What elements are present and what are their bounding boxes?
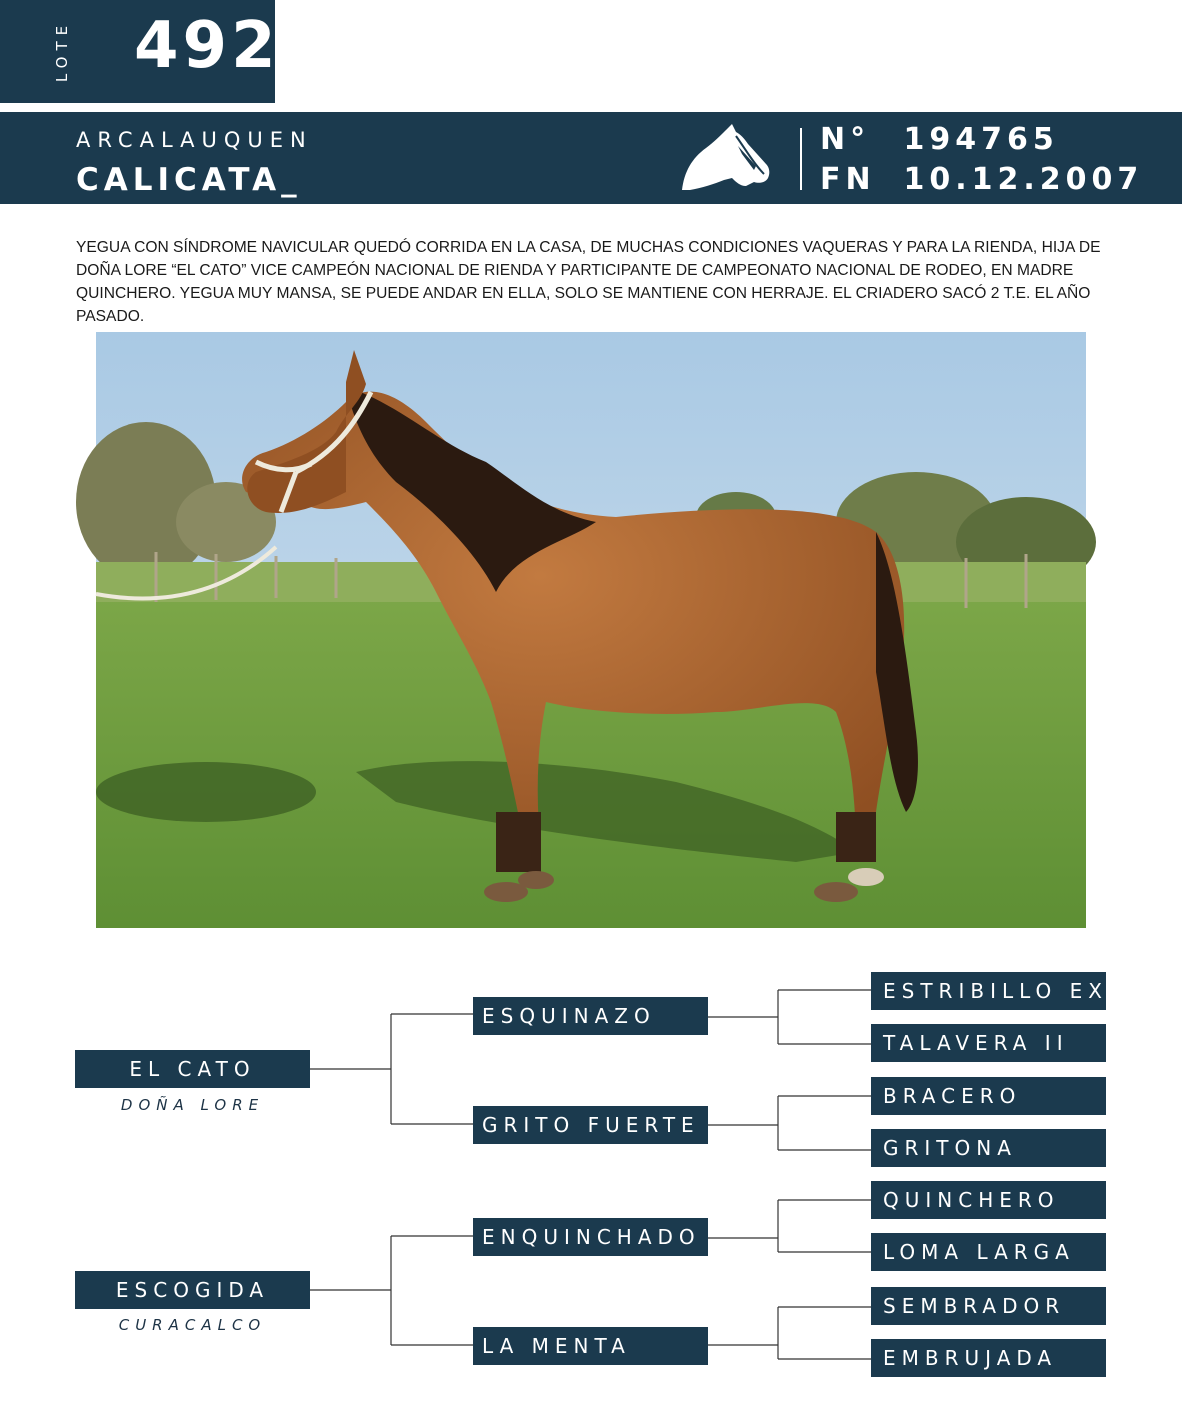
great-grandparent-box: ESTRIBILLO EX R xyxy=(871,972,1106,1010)
grandparent-box: ESQUINAZO xyxy=(473,997,708,1035)
lot-number: 492 xyxy=(134,9,280,83)
great-grandparent-box: EMBRUJADA xyxy=(871,1339,1106,1377)
great-grandparent-box: GRITONA xyxy=(871,1129,1106,1167)
horse-photo xyxy=(96,332,1086,928)
header-band xyxy=(0,112,1182,204)
registration-row xyxy=(820,122,1059,157)
horse-name: CALICATA_ xyxy=(76,162,302,198)
breeder-name: ARCALAUQUEN xyxy=(76,128,313,152)
sire-box: EL CATO xyxy=(75,1050,310,1088)
great-grandparent-box: BRACERO xyxy=(871,1077,1106,1115)
dam-box: ESCOGIDA xyxy=(75,1271,310,1309)
grandparent-box: ENQUINCHADO xyxy=(473,1218,708,1256)
birth-date-label: FN xyxy=(820,162,876,197)
horse-head-icon xyxy=(680,124,772,194)
great-grandparent-box: QUINCHERO xyxy=(871,1181,1106,1219)
header-divider xyxy=(800,128,802,190)
birth-date: 10.12.2007 xyxy=(903,162,1144,197)
great-grandparent-box: SEMBRADOR xyxy=(871,1287,1106,1325)
great-grandparent-box: LOMA LARGA xyxy=(871,1233,1106,1271)
dam-breeder: CURACALCO xyxy=(118,1316,267,1334)
lot-label: LOTE xyxy=(53,19,71,83)
great-grandparent-box: TALAVERA II xyxy=(871,1024,1106,1062)
birth-date-row xyxy=(820,162,1143,197)
grandparent-box: GRITO FUERTE xyxy=(473,1106,708,1144)
lot-badge xyxy=(0,0,280,103)
registration-label: N° xyxy=(820,122,871,157)
sire-breeder: DOÑA LORE xyxy=(120,1096,265,1114)
registration-number: 194765 xyxy=(903,122,1059,157)
description-text: YEGUA CON SÍNDROME NAVICULAR QUEDÓ CORRIDA EN LA CASA, DE MUCHAS CONDICIONES VAQUERAS Y PARA LA RIENDA, HIJA DE DOÑA LORE “EL CATO” VICE CAMPEÓN NACIONAL DE RIENDA Y PARTICIPANTE DE CAMPEONATO NACIONAL DE RODEO, EN MADRE QUINCHERO. YEGUA MUY MANSA, SE PUEDE ANDAR EN ELLA, SOLO SE MANTIENE CON HERRAJE. EL CRIADERO SACÓ 2 T.E. EL AÑO PASADO. xyxy=(76,239,1101,325)
grandparent-box: LA MENTA xyxy=(473,1327,708,1365)
